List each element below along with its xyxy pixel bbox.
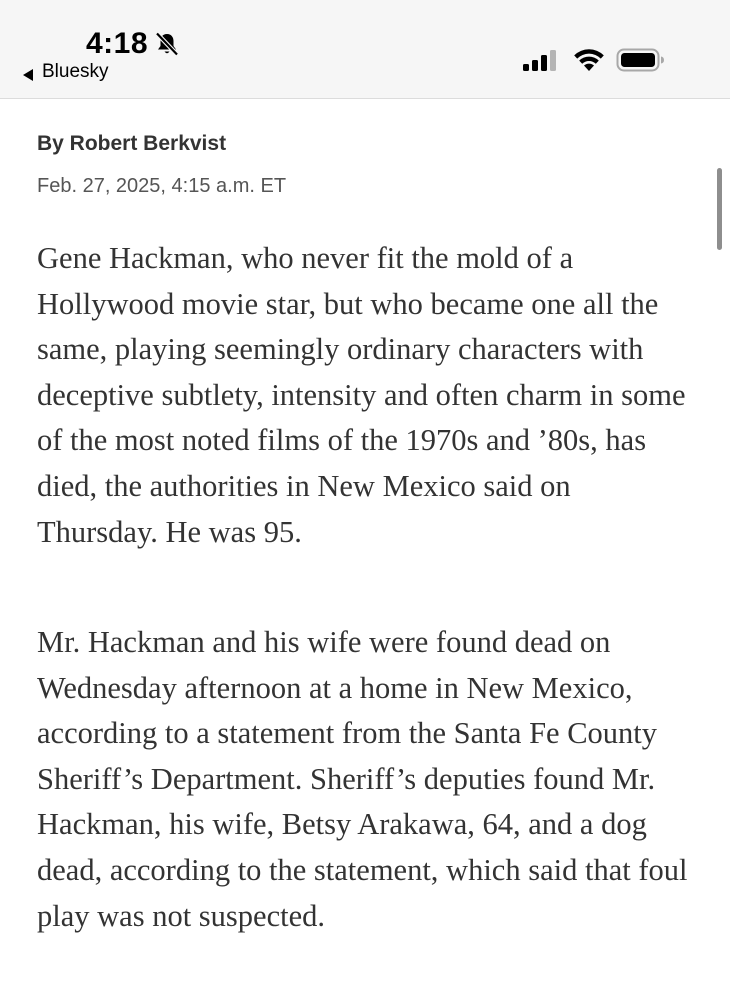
scrollbar-thumb[interactable] xyxy=(717,168,722,250)
battery-icon xyxy=(616,47,666,73)
bell-slash-icon xyxy=(154,31,180,57)
clock-group xyxy=(86,26,180,62)
back-app-label: Bluesky xyxy=(42,61,109,82)
back-to-app-button[interactable] xyxy=(22,60,109,84)
article-paragraph: Mr. Hackman and his wife were found dead on Wednesday afternoon at a home in New Mexico, according to a statement from the Santa Fe County Sheriff’s Department. Sheriff’s deputies found Mr. Hackman, his wife, Betsy Arakawa, 64, and a dog dead, according to the statement, which said that foul play was not suspected. xyxy=(37,625,688,933)
status-icons xyxy=(522,46,666,74)
back-arrow-icon xyxy=(22,65,34,79)
article-paragraph: Gene Hackman, who never fit the mold of a Hollywood movie star, but who became one all the same, playing seemingly ordinary characters with deceptive subtlety, intensity and often charm in some of the most noted films of the 1970s and ’80s, has died, the authorities in New Mexico said on Thursday. He was 95. xyxy=(37,241,686,549)
status-bar xyxy=(0,0,730,99)
status-time: 4:18 xyxy=(86,27,149,60)
article-dateline: Feb. 27, 2025, 4:15 a.m. ET xyxy=(37,175,287,197)
signal-icon xyxy=(522,48,558,72)
article-byline[interactable]: By Robert Berkvist xyxy=(37,132,227,155)
wifi-icon xyxy=(572,47,606,73)
